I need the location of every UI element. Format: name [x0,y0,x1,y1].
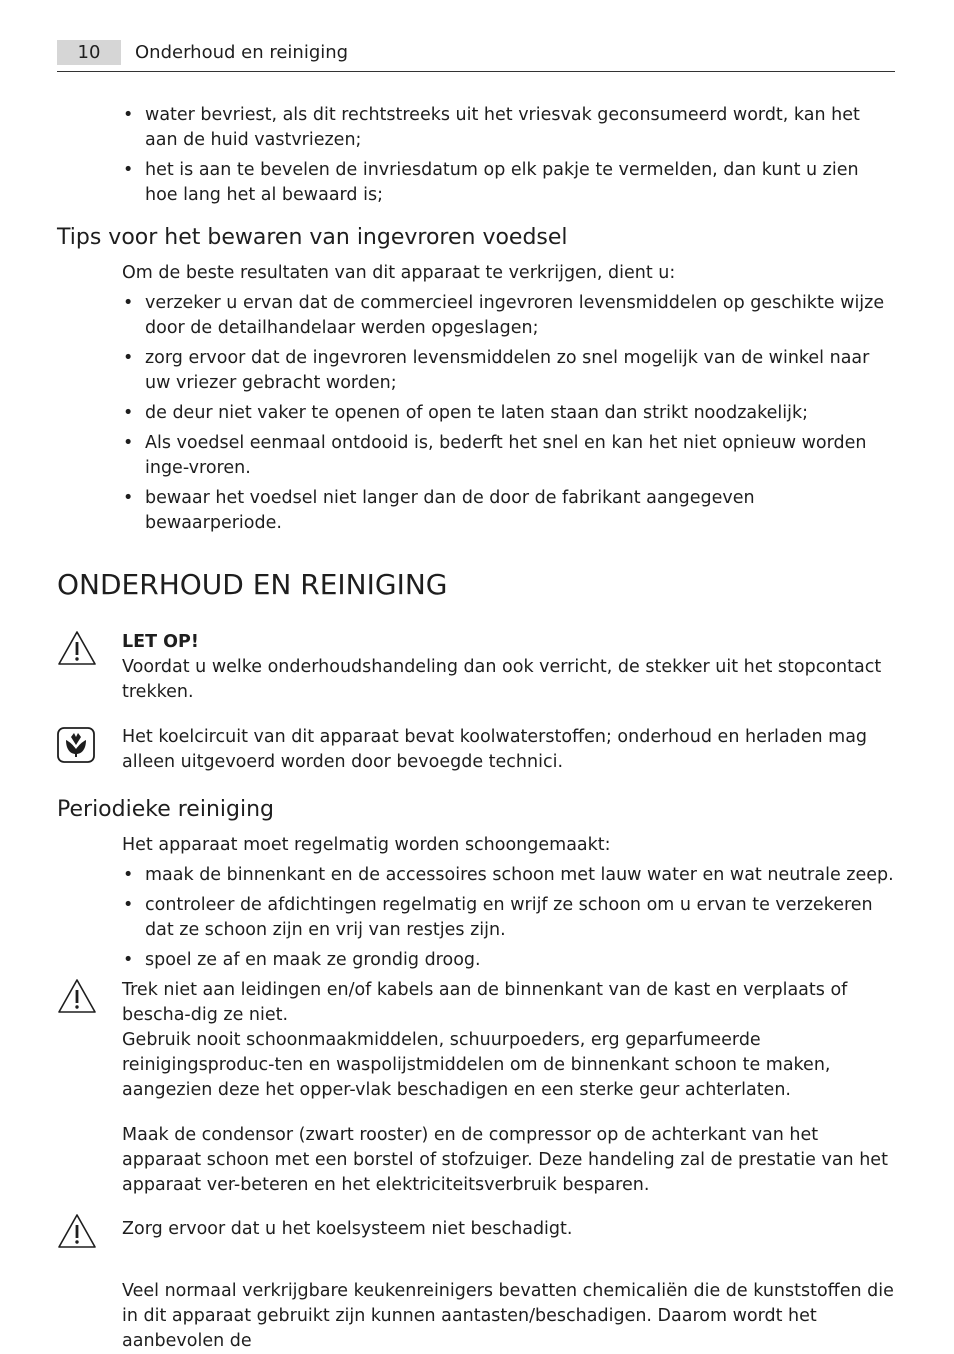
cable-warning-notice [57,978,895,1103]
periodic-heading: Periodieke reiniging [57,797,274,822]
list-item: • Als voedsel eenmaal ontdooid is, bederft het snel en kan het niet opnieuw worden inge-vroren. [122,431,895,481]
warning-triangle-icon [57,630,97,666]
tips-bullet-list [122,291,895,536]
list-item: • water bevriest, als dit rechtstreeks uit het vriesvak geconsumeerd wordt, kan het aan de huid vastvriezen; [122,103,895,153]
maintenance-heading: ONDERHOUD EN REINIGING [57,568,448,601]
environment-notice [57,725,895,775]
periodic-bullet-list [122,863,895,973]
condenser-text: Maak de condensor (zwart rooster) en de compressor op de achterkant van het apparaat schoon met een borstel of stofzuiger. Deze handeling zal de prestatie van het apparaat ver-beteren en het elektriciteitsverbruik besparen. [122,1125,888,1195]
warning-triangle-icon [57,1213,97,1249]
list-item: • spoel ze af en maak ze grondig droog. [122,948,895,973]
warning-triangle-icon [57,978,97,1014]
page-number: 10 [57,40,121,65]
cooling-system-warning-notice [57,1217,895,1242]
page-header [57,40,895,72]
periodic-intro: Het apparaat moet regelmatig worden schoongemaakt: [122,835,611,855]
cooling-system-warning-text: Zorg ervoor dat u het koelsysteem niet beschadigt. [122,1219,573,1239]
list-item: • verzeker u ervan dat de commercieel ingevroren levensmiddelen op geschikte wijze door de detailhandelaar werden opgeslagen; [122,291,895,341]
caution-title: LET OP! [122,632,199,652]
tips-intro: Om de beste resultaten van dit apparaat te verkrijgen, dient u: [122,263,676,283]
list-item: • controleer de afdichtingen regelmatig en wrijf ze schoon om u ervan te verzekeren dat ze schoon zijn en vrij van restjes zijn. [122,893,895,943]
environment-flower-icon [57,727,95,763]
intro-bullet-list [122,103,895,208]
page-content [57,103,895,1354]
tips-heading: Tips voor het bewaren van ingevroren voedsel [57,225,568,250]
list-item: • maak de binnenkant en de accessoires schoon met lauw water en wat neutrale zeep. [122,863,895,888]
list-item: • bewaar het voedsel niet langer dan de door de fabrikant aangegeven bewaarperiode. [122,486,895,536]
cable-warning-text: Trek niet aan leidingen en/of kabels aan de binnenkant van de kast en verplaats of bescha-dig ze niet. [122,980,848,1025]
caution-text: Voordat u welke onderhoudshandeling dan ook verricht, de stekker uit het stopcontact trekken. [122,657,882,702]
environment-text: Het koelcircuit van dit apparaat bevat koolwaterstoffen; onderhoud en herladen mag alleen uitgevoerd worden door bevoegde technici. [122,727,868,772]
list-item: • het is aan te bevelen de invriesdatum op elk pakje te vermelden, dan kunt u zien hoe lang het al bewaard is; [122,158,895,208]
kitchen-cleaners-text: Veel normaal verkrijgbare keukenreinigers bevatten chemicaliën die de kunststoffen die in dit apparaat gebruikt zijn kunnen aantasten/beschadigen. Daarom wordt het aanbevolen de [122,1281,894,1351]
list-item: • de deur niet vaker te openen of open te laten staan dan strikt noodzakelijk; [122,401,895,426]
list-item: • zorg ervoor dat de ingevroren levensmiddelen zo snel mogelijk van de winkel naar uw vriezer gebracht worden; [122,346,895,396]
caution-notice [57,630,895,705]
cleaning-agents-warning-text: Gebruik nooit schoonmaakmiddelen, schuurpoeders, erg geparfumeerde reinigingsproduc-ten en waspolijstmiddelen om de binnenkant schoon te maken, aangezien deze het opper-vlak beschadigen en een sterke geur achterlaten. [122,1030,831,1100]
header-section-title: Onderhoud en reiniging [135,42,349,63]
